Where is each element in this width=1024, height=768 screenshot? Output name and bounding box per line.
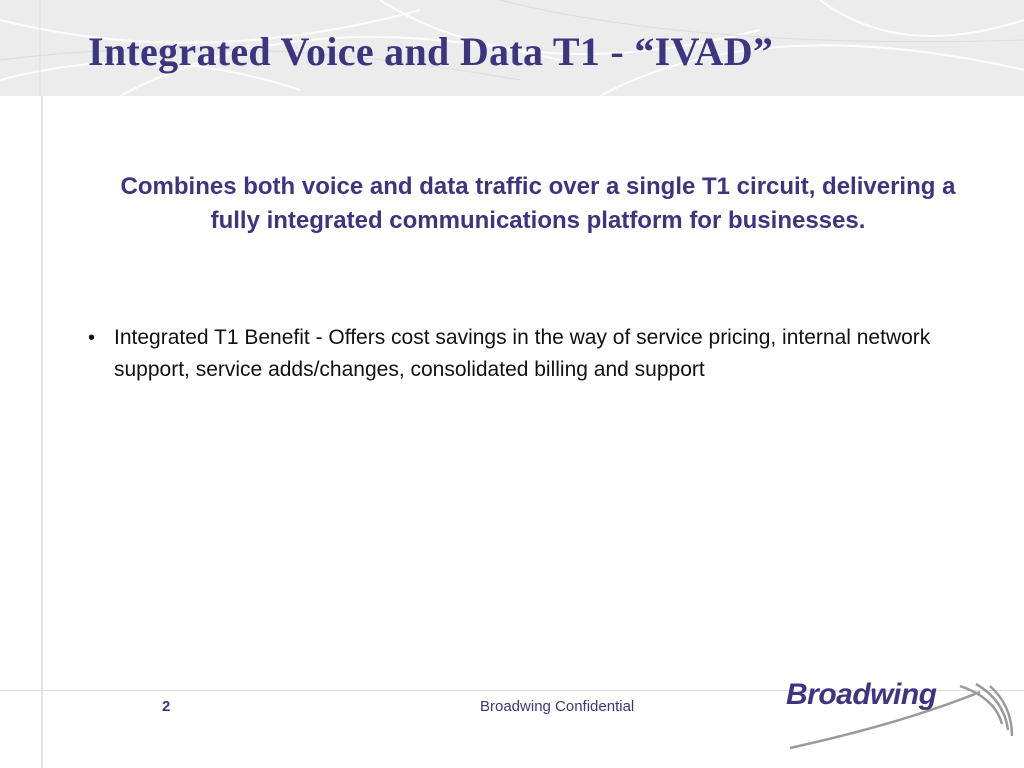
footer-confidential-label: Broadwing Confidential xyxy=(480,698,635,715)
bullet-text: Integrated T1 Benefit - Offers cost savings in the way of service pricing, internal network support, service adds/changes, consolidated billing and support xyxy=(114,326,931,381)
bullet-marker: • xyxy=(88,327,96,349)
header-band xyxy=(0,0,1024,96)
logo-text: Broadwing xyxy=(786,678,937,711)
broadwing-logo xyxy=(780,664,1016,756)
bullet-list xyxy=(88,322,948,386)
left-margin-rule xyxy=(41,96,43,768)
bullet-item xyxy=(88,322,948,386)
intro-statement: Combines both voice and data traffic over a single T1 circuit, delivering a fully integrated communications platform for businesses. xyxy=(120,173,956,234)
slide-title: Integrated Voice and Data T1 - “IVAD” xyxy=(88,29,774,74)
page-number: 2 xyxy=(162,698,171,715)
